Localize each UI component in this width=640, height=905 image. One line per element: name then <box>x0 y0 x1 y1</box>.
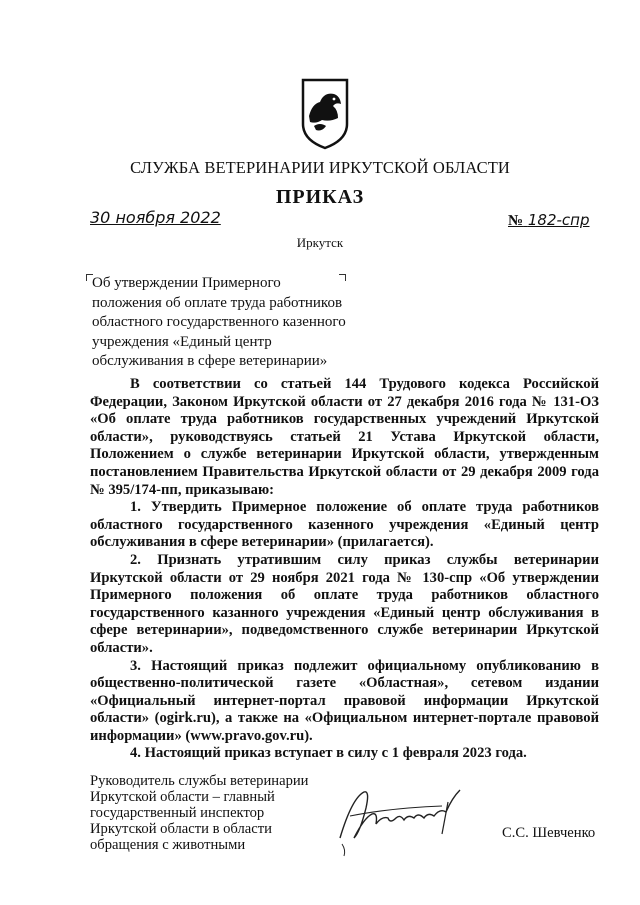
subject-block <box>92 274 362 372</box>
document-number <box>508 211 589 230</box>
handwritten-signature <box>330 778 490 858</box>
subject-line: областного государственного казенного <box>92 314 346 330</box>
position-line: обращения с животными <box>90 837 246 853</box>
subject-line: положения об оплате труда работников <box>92 294 343 311</box>
organization-name: СЛУЖБА ВЕТЕРИНАРИИ ИРКУТСКОЙ ОБЛАСТИ <box>130 158 510 177</box>
coat-of-arms-icon <box>300 78 350 150</box>
number-handwritten: 182-спр <box>527 211 590 229</box>
order-item-1: 1. Утвердить Примерное положение об оплате труда работников областного государственного казенного учреждения «Единый центр обслуживания в сфере ветеринарии» (прилагается). <box>90 499 599 551</box>
position-line: государственный инспектор <box>90 805 265 821</box>
date-handwritten: 30 ноября 2022 <box>90 208 221 227</box>
number-prefix: № <box>508 213 524 229</box>
position-line: Руководитель службы ветеринарии <box>90 773 309 789</box>
position-line: Иркутской области в области <box>90 821 272 837</box>
document-type: ПРИКАЗ <box>275 186 365 208</box>
document-date <box>90 208 221 227</box>
signatory-position <box>90 773 350 853</box>
preamble-paragraph: В соответствии со статьей 144 Трудового кодекса Российской Федерации, Законом Иркутской области от 27 декабря 2016 года № 131-ОЗ «Об оплате труда работников государственных учреждений Иркутской области», руководствуясь статьей 21 Устава Иркутской области, Положением о службе ветеринарии Иркутской области, утвержденным постановлением Правительства Иркутской области от 29 декабря 2009 года № 395/174-пп, приказываю: <box>90 376 599 498</box>
order-item-2: 2. Признать утратившим силу приказ службы ветеринарии Иркутской области от 29 ноября 2021 года № 130-спр «Об утверждении Примерного положения об оплате труда работников областного государственного казанного учреждения «Единый центр обслуживания в сфере ветеринарии», подведомственного службе ветеринарии Иркутской области». <box>90 551 599 656</box>
subject-line: учреждения «Единый центр <box>92 333 272 350</box>
order-item-3: 3. Настоящий приказ подлежит официальному опубликованию в общественно-политической газете «Областная», сетевом издании «Официальный интернет-портал правовой информации Иркутской области» (ogirk.ru), а также на «Официальном интернет-портале правовой информации» (www.pravo.gov.ru). <box>90 657 599 744</box>
signatory-name: С.С. Шевченко <box>502 825 596 841</box>
city: Иркутск <box>296 235 344 250</box>
document-body <box>90 376 599 763</box>
order-item-4: 4. Настоящий приказ вступает в силу с 1 февраля 2023 года. <box>130 745 527 762</box>
subject-line: обслуживания в сфере ветеринарии» <box>92 353 328 369</box>
subject-line: Об утверждении Примерного <box>92 275 281 291</box>
position-line: Иркутской области – главный <box>90 789 275 805</box>
